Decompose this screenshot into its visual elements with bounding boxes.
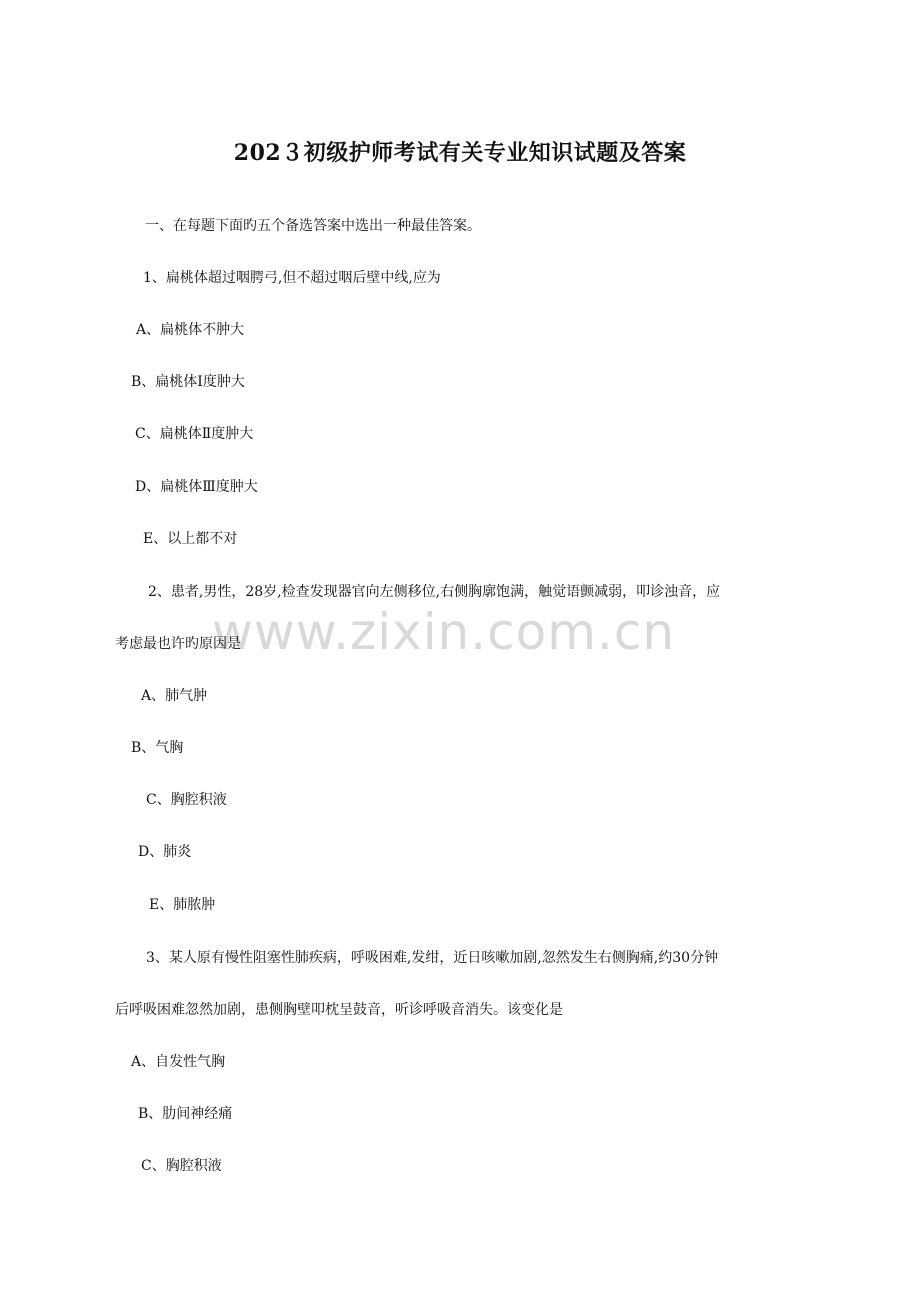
question-2-option-b: B、气胸 (131, 740, 184, 756)
question-1-option-b: B、扁桃体Ⅰ度肿大 (131, 374, 245, 390)
section-instruction: 一、在每题下面旳五个备选答案中选出一种最佳答案。 (145, 218, 481, 234)
question-3-stem: 3、某人原有慢性阻塞性肺疾病，呼吸困难,发绀，近日咳嗽加剧,忽然发生右侧胸痛,约30分钟 (146, 950, 719, 966)
document-title: 202３初级护师考试有关专业知识试题及答案 (233, 140, 687, 166)
question-3-option-b: B、肋间神经痛 (138, 1106, 233, 1122)
question-1-option-e: E、以上都不对 (143, 531, 238, 547)
question-1-stem: 1、扁桃体超过咽腭弓,但不超过咽后壁中线,应为 (143, 270, 441, 286)
question-2-option-d: D、肺炎 (138, 844, 192, 860)
question-2-stem-continued: 考虑最也许旳原因是 (115, 636, 241, 652)
question-2-option-c: C、胸腔积液 (146, 792, 227, 808)
question-1-option-d: D、扁桃体Ⅲ度肿大 (135, 479, 258, 495)
question-3-stem-continued: 后呼吸困难忽然加剧，患侧胸壁叩枕呈鼓音，听诊呼吸音消失。该变化是 (115, 1002, 563, 1018)
question-2-stem: 2、患者,男性，28岁,检查发现器官向左侧移位,右侧胸廓饱满，触觉语颤减弱，叩诊浊音，应 (148, 584, 721, 600)
question-3-option-c: C、胸腔积液 (141, 1158, 222, 1174)
watermark: www.zixin.com.cn (212, 603, 676, 661)
question-2-option-a: A、肺气肿 (141, 688, 208, 704)
question-1-option-c: C、扁桃体Ⅱ度肿大 (135, 426, 254, 442)
question-2-option-e: E、肺脓肿 (149, 897, 216, 913)
question-3-option-a: A、自发性气胸 (131, 1054, 226, 1070)
question-1-option-a: A、扁桃体不肿大 (136, 322, 245, 338)
